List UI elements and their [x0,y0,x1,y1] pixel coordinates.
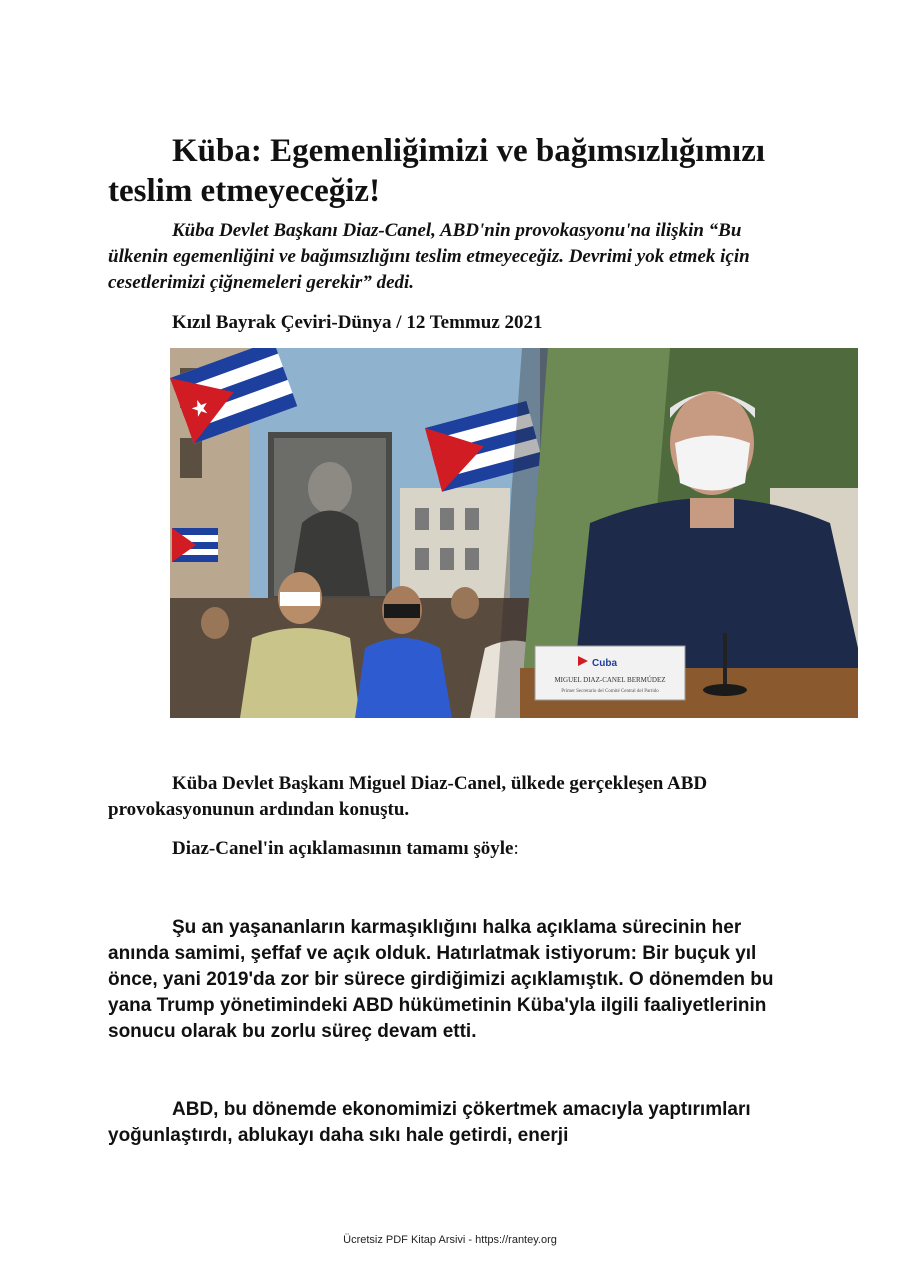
statement-intro-colon: : [513,838,519,859]
article-lead: Küba Devlet Başkanı Diaz-Canel, ABD'nin provokasyonu'na ilişkin “Bu ülkenin egemenliğini ve bağımsızlığını teslim etmeyeceğiz. Devrimi yok etmek için cesetlerimizi çiğnemeleri gerekir” dedi. [108,220,750,293]
article-byline: Kızıl Bayrak Çeviri-Dünya / 12 Temmuz 2021 [172,312,543,333]
paragraph-intro: Küba Devlet Başkanı Miguel Diaz-Canel, ülkede gerçekleşen ABD provokasyonunun ardından konuştu. [108,773,708,820]
paragraph-statement-intro [108,836,788,862]
article-photo [170,348,858,718]
placard-name: MIGUEL DIAZ-CANEL BERMÚDEZ [554,676,666,684]
article-title: Küba: Egemenliğimizi ve bağımsızlığımızı teslim etmeyeceğiz! [108,133,766,209]
cuban-flag-small [172,528,218,562]
name-placard [535,646,685,700]
paragraph-statement-1: Şu an yaşananların karmaşıklığını halka açıklama sürecinin her anında samimi, şeffaf ve açık olduk. Hatırlatmak istiyorum: Bir buçuk yıl önce, yani 2019'da zor bir sürece girdiğimizi açıklamıştık. O dönemden bu yana Trump yönetimindeki ABD hükümetinin Küba'yla ilgili faaliyetlerinin sonucu olarak bu zorlu süreç devam etti. [108,917,774,1042]
protest-scene [170,348,544,718]
paragraph-statement-2: ABD, bu dönemde ekonomimizi çökertmek amacıyla yaptırımları yoğunlaştırdı, ablukayı daha sıkı hale getirdi, enerji [108,1099,751,1146]
page-footer: Ücretsiz PDF Kitap Arsivi - https://rantey.org [343,1234,557,1246]
placard-subtitle: Primer Secretario del Comité Central del Partido [561,689,659,694]
portrait-poster [268,432,392,602]
placard-brand: Cuba [592,658,617,669]
official-portrait [520,348,858,718]
statement-intro-text: Diaz-Canel'in açıklamasının tamamı şöyle [172,838,514,859]
